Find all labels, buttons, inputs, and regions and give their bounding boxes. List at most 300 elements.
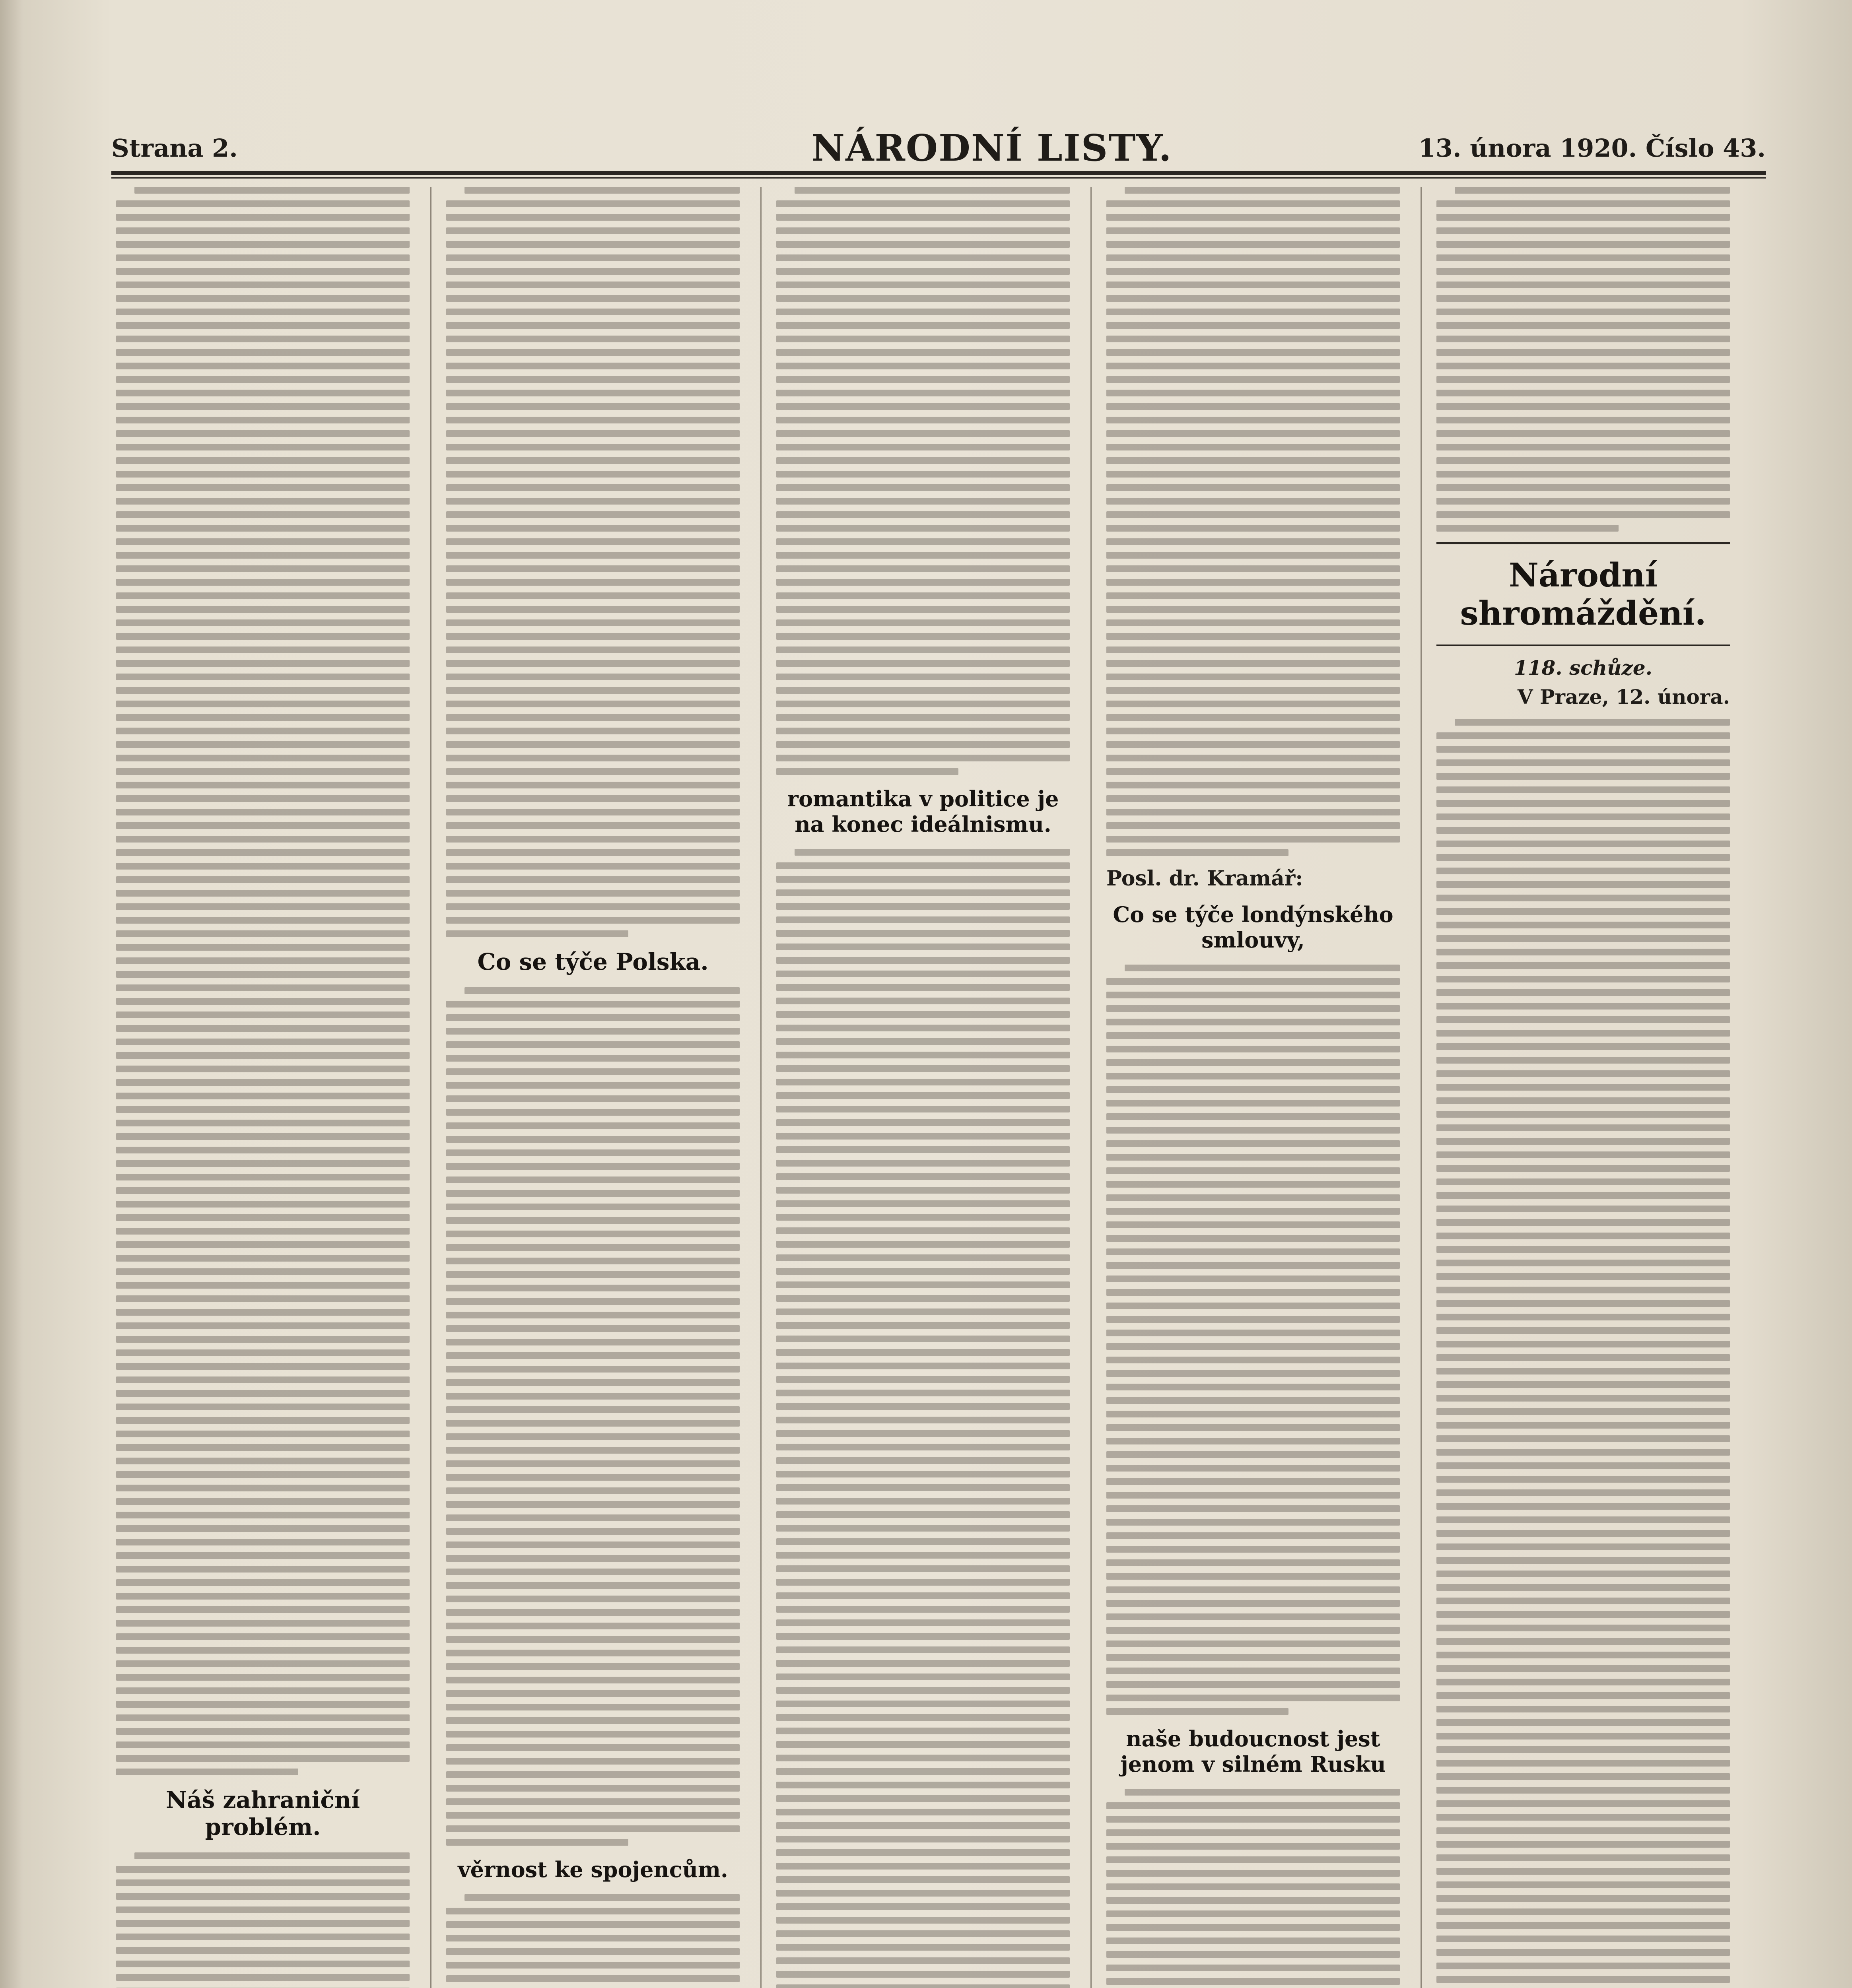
text-line: [446, 1839, 628, 1846]
text-line: [116, 1906, 410, 1913]
text-line: [776, 1092, 1070, 1099]
text-block: [446, 987, 740, 1846]
text-line: [116, 1363, 410, 1370]
text-line: [1106, 1181, 1400, 1188]
text-line: [116, 1512, 410, 1518]
article-heading-romanticism: romantika v politice je na konec ideálnismu.: [787, 786, 1059, 837]
text-line: [116, 254, 410, 261]
text-line: [446, 822, 740, 829]
text-line: [464, 1894, 740, 1901]
text-line: [446, 295, 740, 302]
text-line: [1106, 1573, 1400, 1580]
text-line: [1125, 187, 1400, 194]
text-line: [446, 403, 740, 410]
text-line: [1106, 457, 1400, 464]
text-line: [1436, 1084, 1730, 1091]
text-line: [134, 187, 410, 194]
text-line: [1106, 390, 1400, 396]
text-line: [1106, 1856, 1400, 1863]
text-line: [776, 268, 1070, 275]
text-line: [116, 863, 410, 870]
text-line: [1106, 1194, 1400, 1201]
text-line: [1106, 978, 1400, 985]
text-line: [116, 755, 410, 761]
text-line: [446, 1406, 740, 1413]
text-line: [446, 1095, 740, 1102]
text-line: [446, 755, 740, 761]
text-line: [446, 1028, 740, 1035]
text-line: [776, 1268, 1070, 1275]
text-line: [1106, 1316, 1400, 1323]
text-line: [1436, 1138, 1730, 1145]
text-line: [446, 1149, 740, 1156]
text-line: [1436, 1692, 1730, 1699]
text-line: [1436, 1557, 1730, 1564]
text-line: [776, 633, 1070, 640]
text-line: [1106, 1965, 1400, 1971]
text-line: [1106, 1829, 1400, 1836]
text-line: [1106, 430, 1400, 437]
text-line: [116, 768, 410, 775]
text-line: [776, 876, 1070, 883]
text-line: [116, 728, 410, 734]
text-line: [776, 295, 1070, 302]
text-line: [446, 930, 628, 937]
text-line: [116, 984, 410, 991]
text-line: [776, 552, 1070, 559]
session-number: 118. schůze.: [1514, 656, 1653, 679]
text-line: [1436, 841, 1730, 847]
text-block: [776, 849, 1070, 1988]
text-line: [116, 1309, 410, 1316]
text-line: [776, 930, 1070, 937]
text-line: [1436, 827, 1730, 834]
text-line: [116, 1011, 410, 1018]
text-line: [446, 674, 740, 680]
header-rule-thin: [111, 177, 1766, 179]
text-line: [1106, 200, 1400, 207]
text-line: [795, 187, 1070, 194]
text-line: [776, 1430, 1070, 1437]
text-line: [446, 1935, 740, 1941]
text-line: [116, 1187, 410, 1194]
text-block: [1436, 719, 1730, 1988]
text-line: [1436, 1638, 1730, 1645]
text-line: [776, 1687, 1070, 1694]
text-line: [1106, 282, 1400, 288]
text-line: [1436, 1381, 1730, 1388]
text-line: [776, 1511, 1070, 1518]
text-line: [1106, 1492, 1400, 1499]
text-line: [446, 282, 740, 288]
text-line: [776, 444, 1070, 450]
text-line: [116, 1893, 410, 1900]
text-line: [116, 241, 410, 248]
text-line: [776, 606, 1070, 613]
text-line: [1106, 417, 1400, 423]
text-line: [446, 1055, 740, 1062]
text-line: [446, 1636, 740, 1643]
column-divider: [1421, 187, 1422, 1988]
text-line: [1436, 511, 1730, 518]
text-line: [1106, 254, 1400, 261]
column-4: [1106, 187, 1400, 1988]
text-line: [446, 579, 740, 586]
text-line: [446, 782, 740, 788]
text-line: [446, 1163, 740, 1170]
text-line: [1106, 1586, 1400, 1593]
text-line: [1436, 349, 1730, 356]
text-line: [776, 1552, 1070, 1559]
text-line: [776, 430, 1070, 437]
text-line: [1436, 1503, 1730, 1510]
text-line: [1106, 1073, 1400, 1079]
text-line: [1436, 525, 1619, 532]
text-line: [1436, 895, 1730, 901]
text-block: [446, 1894, 740, 1988]
text-line: [1436, 1760, 1730, 1767]
text-line: [1436, 935, 1730, 942]
text-line: [776, 714, 1070, 721]
text-line: [776, 646, 1070, 653]
article-heading-foreign-problem: Náš zahraniční problém.: [166, 1786, 360, 1840]
text-line: [446, 1962, 740, 1969]
text-line: [776, 484, 1070, 491]
text-line: [116, 1228, 410, 1235]
text-line: [446, 1258, 740, 1264]
text-line: [116, 1687, 410, 1694]
text-line: [446, 1271, 740, 1278]
text-line: [1436, 1016, 1730, 1023]
text-line: [776, 363, 1070, 369]
text-line: [776, 1065, 1070, 1072]
text-line: [116, 1633, 410, 1640]
text-line: [776, 498, 1070, 505]
text-line: [116, 1120, 410, 1126]
text-line: [1436, 1881, 1730, 1888]
column-1: [116, 187, 410, 1988]
speaker-name: Posl. dr. Kramář:: [1106, 866, 1303, 891]
column-divider: [760, 187, 762, 1988]
text-line: [446, 1190, 740, 1197]
text-line: [1436, 1543, 1730, 1550]
text-line: [446, 1325, 740, 1332]
text-line: [776, 376, 1070, 383]
text-line: [776, 1822, 1070, 1829]
text-line: [1106, 1032, 1400, 1039]
text-line: [776, 1106, 1070, 1112]
text-line: [1106, 1113, 1400, 1120]
text-line: [1106, 1600, 1400, 1607]
text-line: [1106, 1438, 1400, 1444]
text-line: [776, 579, 1070, 586]
text-line: [446, 1501, 740, 1508]
text-line: [116, 1728, 410, 1735]
text-line: [776, 1944, 1070, 1951]
text-line: [116, 1947, 410, 1954]
text-line: [116, 1295, 410, 1302]
text-line: [446, 728, 740, 734]
text-line: [116, 944, 410, 951]
text-line: [1436, 1746, 1730, 1753]
text-line: [1106, 471, 1400, 478]
text-line: [446, 1136, 740, 1143]
text-line: [776, 916, 1070, 923]
text-line: [776, 1471, 1070, 1477]
article-heading-london-treaty: Co se týče londýnského smlouvy,: [1113, 902, 1393, 953]
text-line: [116, 1714, 410, 1721]
section-rule: [1436, 542, 1730, 544]
text-block: [776, 187, 1070, 775]
text-line: [776, 1052, 1070, 1058]
text-line: [1436, 1733, 1730, 1740]
text-line: [446, 1528, 740, 1535]
text-line: [776, 1025, 1070, 1031]
text-line: [1106, 836, 1400, 843]
text-line: [116, 336, 410, 342]
text-line: [116, 1539, 410, 1545]
text-line: [116, 1485, 410, 1491]
text-line: [116, 646, 410, 653]
text-line: [776, 390, 1070, 396]
text-line: [116, 782, 410, 788]
text-line: [1436, 1584, 1730, 1591]
text-line: [1436, 1611, 1730, 1618]
text-line: [116, 403, 410, 410]
text-line: [116, 1974, 410, 1981]
text-line: [1436, 1530, 1730, 1537]
text-block: [1106, 187, 1400, 856]
text-line: [776, 728, 1070, 734]
text-line: [116, 741, 410, 748]
text-line: [1436, 1206, 1730, 1212]
text-line: [1106, 592, 1400, 599]
text-line: [446, 457, 740, 464]
text-line: [776, 1403, 1070, 1410]
text-block: [116, 187, 410, 1775]
column-5: [1436, 187, 1730, 1988]
text-line: [134, 1852, 410, 1859]
text-line: [1125, 965, 1400, 971]
text-line: [776, 227, 1070, 234]
text-line: [776, 1295, 1070, 1302]
text-line: [776, 1782, 1070, 1788]
text-line: [1455, 719, 1730, 726]
text-line: [446, 1393, 740, 1400]
text-line: [116, 511, 410, 518]
text-line: [776, 1214, 1070, 1221]
text-line: [776, 1538, 1070, 1545]
text-line: [1106, 1627, 1400, 1634]
text-line: [1436, 1827, 1730, 1834]
text-line: [116, 1214, 410, 1221]
issue-date: 13. února 1920. Číslo 43.: [1418, 134, 1766, 163]
text-line: [1436, 881, 1730, 888]
text-line: [776, 592, 1070, 599]
text-line: [446, 376, 740, 383]
text-line: [446, 1812, 740, 1819]
text-line: [1106, 322, 1400, 329]
text-line: [446, 1379, 740, 1386]
text-line: [1106, 822, 1400, 829]
text-line: [1106, 1140, 1400, 1147]
text-line: [1436, 759, 1730, 766]
text-line: [1436, 254, 1730, 261]
text-line: [116, 1093, 410, 1099]
text-line: [446, 1908, 740, 1914]
text-line: [776, 511, 1070, 518]
text-line: [116, 1660, 410, 1667]
text-line: [1106, 1343, 1400, 1350]
text-line: [116, 674, 410, 680]
text-line: [116, 282, 410, 288]
text-line: [1106, 1303, 1400, 1309]
text-line: [1106, 714, 1400, 721]
text-line: [1106, 1843, 1400, 1850]
text-line: [1106, 646, 1400, 653]
text-line: [1436, 471, 1730, 478]
text-line: [1106, 1005, 1400, 1012]
text-line: [1106, 1357, 1400, 1363]
text-line: [1436, 417, 1730, 423]
text-line: [1436, 1233, 1730, 1239]
text-line: [1106, 214, 1400, 221]
text-line: [116, 349, 410, 356]
text-line: [116, 876, 410, 883]
text-line: [116, 1566, 410, 1573]
text-line: [1436, 336, 1730, 342]
text-line: [776, 687, 1070, 694]
text-line: [446, 633, 740, 640]
text-line: [1436, 1111, 1730, 1118]
text-line: [1436, 1395, 1730, 1402]
text-line: [776, 1444, 1070, 1450]
text-line: [1436, 1178, 1730, 1185]
text-line: [776, 1160, 1070, 1167]
text-line: [446, 1420, 740, 1427]
text-line: [116, 714, 410, 721]
column-2: [446, 187, 740, 1988]
text-line: [776, 471, 1070, 478]
text-line: [1106, 511, 1400, 518]
text-line: [1436, 1260, 1730, 1266]
text-line: [1106, 1897, 1400, 1904]
text-line: [776, 254, 1070, 261]
text-line: [116, 606, 410, 613]
text-line: [1106, 1248, 1400, 1255]
text-line: [1106, 1059, 1400, 1066]
text-line: [1106, 1816, 1400, 1823]
text-line: [446, 1298, 740, 1305]
text-line: [1106, 1208, 1400, 1215]
text-line: [446, 1001, 740, 1008]
text-line: [446, 444, 740, 450]
text-line: [446, 1650, 740, 1656]
text-line: [1436, 1341, 1730, 1347]
text-line: [116, 1879, 410, 1886]
text-line: [776, 1376, 1070, 1383]
text-line: [116, 214, 410, 221]
text-line: [776, 1755, 1070, 1761]
text-line: [446, 1758, 740, 1765]
text-line: [116, 484, 410, 491]
text-line: [776, 1336, 1070, 1342]
text-line: [1106, 755, 1400, 761]
text-line: [116, 1255, 410, 1262]
text-line: [116, 809, 410, 815]
text-line: [446, 606, 740, 613]
text-line: [776, 457, 1070, 464]
text-line: [446, 1771, 740, 1778]
text-line: [446, 1582, 740, 1589]
text-line: [446, 1231, 740, 1237]
text-line: [1106, 992, 1400, 998]
text-line: [776, 1619, 1070, 1626]
text-line: [1436, 295, 1730, 302]
text-line: [116, 1755, 410, 1762]
text-line: [116, 930, 410, 937]
text-line: [116, 1458, 410, 1464]
text-line: [1106, 1883, 1400, 1890]
text-line: [1436, 363, 1730, 369]
text-line: [1106, 227, 1400, 234]
text-line: [776, 1187, 1070, 1194]
text-line: [1436, 1314, 1730, 1320]
text-line: [1436, 1895, 1730, 1902]
text-line: [446, 687, 740, 694]
text-line: [1436, 976, 1730, 982]
text-line: [446, 660, 740, 667]
text-line: [1436, 868, 1730, 874]
text-line: [1106, 376, 1400, 383]
text-line: [776, 1079, 1070, 1085]
column-3: [776, 187, 1070, 1988]
text-line: [1106, 403, 1400, 410]
text-line: [1106, 660, 1400, 667]
text-line: [116, 687, 410, 694]
text-line: [116, 309, 410, 315]
text-line: [116, 917, 410, 924]
text-line: [1436, 241, 1730, 248]
text-line: [1436, 1949, 1730, 1956]
text-line: [776, 1484, 1070, 1491]
text-line: [1436, 1300, 1730, 1307]
text-line: [776, 1903, 1070, 1910]
text-line: [1436, 1368, 1730, 1375]
text-line: [1106, 444, 1400, 450]
text-line: [116, 592, 410, 599]
text-line: [1436, 813, 1730, 820]
text-line: [446, 1339, 740, 1345]
article-heading-loyalty: věrnost ke spojencům.: [458, 1857, 728, 1882]
text-line: [1436, 1625, 1730, 1631]
text-line: [446, 1609, 740, 1616]
text-line: [1436, 1814, 1730, 1821]
text-line: [1436, 962, 1730, 969]
text-line: [1106, 619, 1400, 626]
text-line: [1106, 1100, 1400, 1107]
text-line: [464, 187, 740, 194]
text-line: [116, 903, 410, 910]
text-line: [1106, 525, 1400, 532]
text-line: [776, 1701, 1070, 1707]
text-line: [446, 1447, 740, 1454]
text-line: [776, 417, 1070, 423]
text-line: [1106, 1411, 1400, 1417]
text-line: [446, 336, 740, 342]
text-block: [116, 1852, 410, 1988]
text-line: [446, 714, 740, 721]
